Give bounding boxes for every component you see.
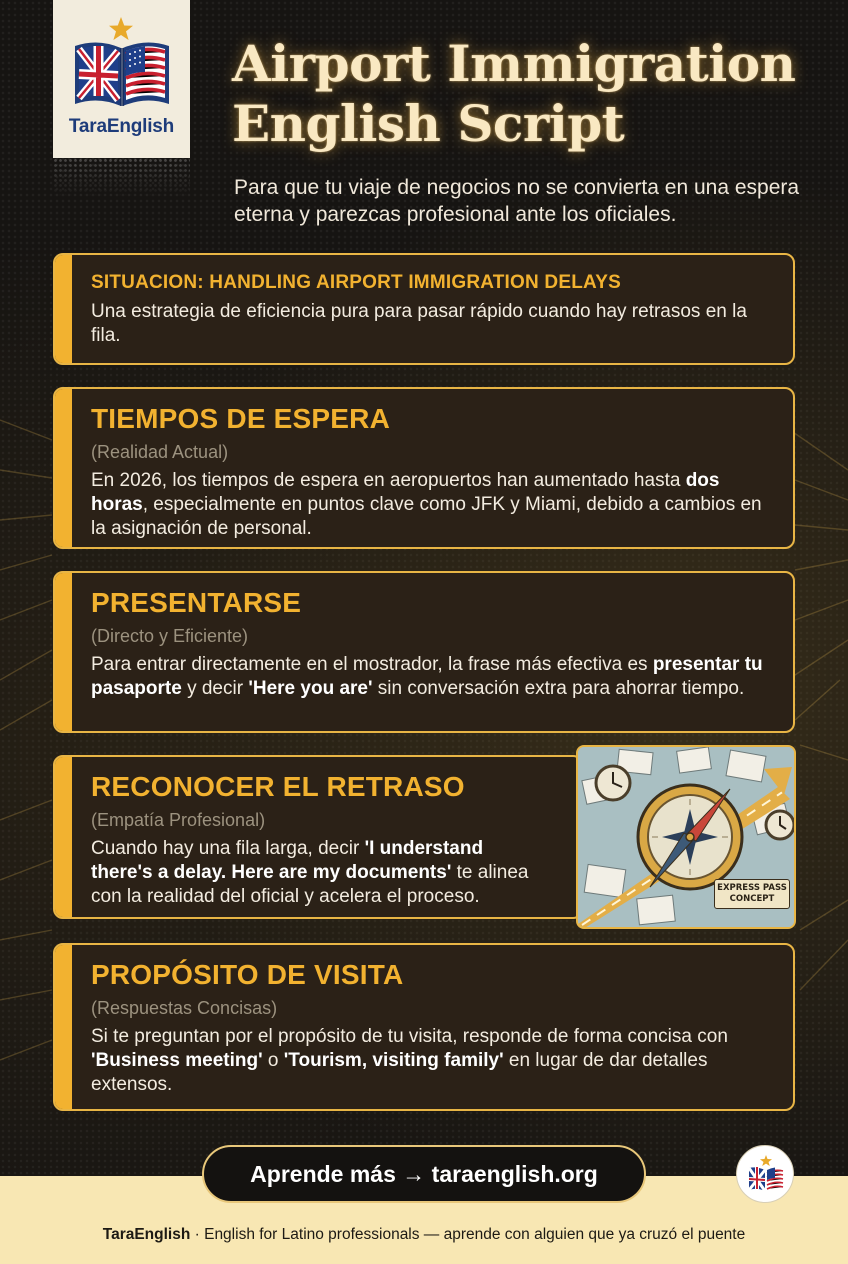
body-text: te alinea con la realidad del oficial y acelera el proceso. xyxy=(91,862,529,907)
footer-logo[interactable] xyxy=(736,1145,794,1203)
emphasis-text: presentar tu pasaporte xyxy=(91,654,763,699)
section-body xyxy=(91,837,531,909)
section-title: PRESENTARSE xyxy=(91,587,302,618)
body-text: Cuando hay una fila larga, decir xyxy=(91,838,365,859)
logo-halftone xyxy=(53,158,190,198)
book-flags-icon xyxy=(71,38,173,110)
body-text: , especialmente en puntos clave como JFK y Miami, debido a cambios en la asignación de personal. xyxy=(91,494,762,539)
emphasis-text: dos horas xyxy=(91,470,720,515)
body-text: sin conversación extra para ahorrar tiempo. xyxy=(372,678,745,699)
express-pass-illustration xyxy=(576,745,796,929)
page-title xyxy=(232,34,832,154)
body-text: En 2026, los tiempos de espera en aeropuertos han aumentado hasta xyxy=(91,470,686,491)
footer-tagline-text: · English for Latino professionals — aprende con alguien que ya cruzó el puente xyxy=(190,1226,746,1243)
section-card-acknowledge-delay xyxy=(53,755,583,919)
body-text: y decir xyxy=(181,678,249,699)
emphasis-text: 'Tourism, visiting family' xyxy=(283,1050,504,1071)
section-card-present xyxy=(53,571,795,733)
section-title: TIEMPOS DE ESPERA xyxy=(91,403,391,434)
section-card-visit-purpose xyxy=(53,943,795,1111)
section-subtitle: (Directo y Eficiente) xyxy=(91,626,249,646)
body-text: Para entrar directamente en el mostrador, la frase más efectiva es xyxy=(91,654,653,675)
situation-text: Una estrategia de eficiencia pura para pasar rápido cuando hay retrasos en la fila. xyxy=(91,301,747,346)
learn-more-button[interactable]: Aprende más → taraenglish.org xyxy=(202,1145,646,1203)
section-subtitle: (Empatía Profesional) xyxy=(91,810,266,830)
footer-brand: TaraEnglish xyxy=(102,1226,191,1243)
body-text: Si te preguntan por el propósito de tu visita, responde de forma concisa con xyxy=(91,1026,728,1047)
page-subtitle: Para que tu viaje de negocios no se convierta en una espera eterna y parezcas profesional ante los oficiales. xyxy=(234,176,800,226)
title-line-1: Airport Immigration xyxy=(232,34,796,93)
section-body xyxy=(91,469,777,541)
express-pass-label: EXPRESS PASS CONCEPT xyxy=(714,879,790,909)
footer-tagline xyxy=(0,1226,848,1244)
body-text: o xyxy=(262,1050,284,1071)
emphasis-text: 'Business meeting' xyxy=(91,1050,263,1071)
title-line-2: English Script xyxy=(232,94,625,153)
book-flags-icon xyxy=(737,1146,795,1204)
brand-name: TaraEnglish xyxy=(68,116,175,137)
section-card-wait-times xyxy=(53,387,795,549)
section-subtitle: (Realidad Actual) xyxy=(91,442,229,462)
section-title: RECONOCER EL RETRASO xyxy=(91,771,465,802)
emphasis-text: 'I understand there's a delay. Here are my documents' xyxy=(91,838,484,883)
section-subtitle: (Respuestas Concisas) xyxy=(91,998,278,1018)
situation-card xyxy=(53,253,795,365)
section-body xyxy=(91,653,777,701)
section-title: PROPÓSITO DE VISITA xyxy=(91,959,404,990)
section-body xyxy=(91,1025,777,1097)
brand-logo[interactable] xyxy=(53,0,190,158)
emphasis-text: 'Here you are' xyxy=(248,678,373,699)
body-text: en lugar de dar detalles extensos. xyxy=(91,1050,708,1095)
situation-label: SITUACION: HANDLING AIRPORT IMMIGRATION DELAYS xyxy=(91,272,621,293)
